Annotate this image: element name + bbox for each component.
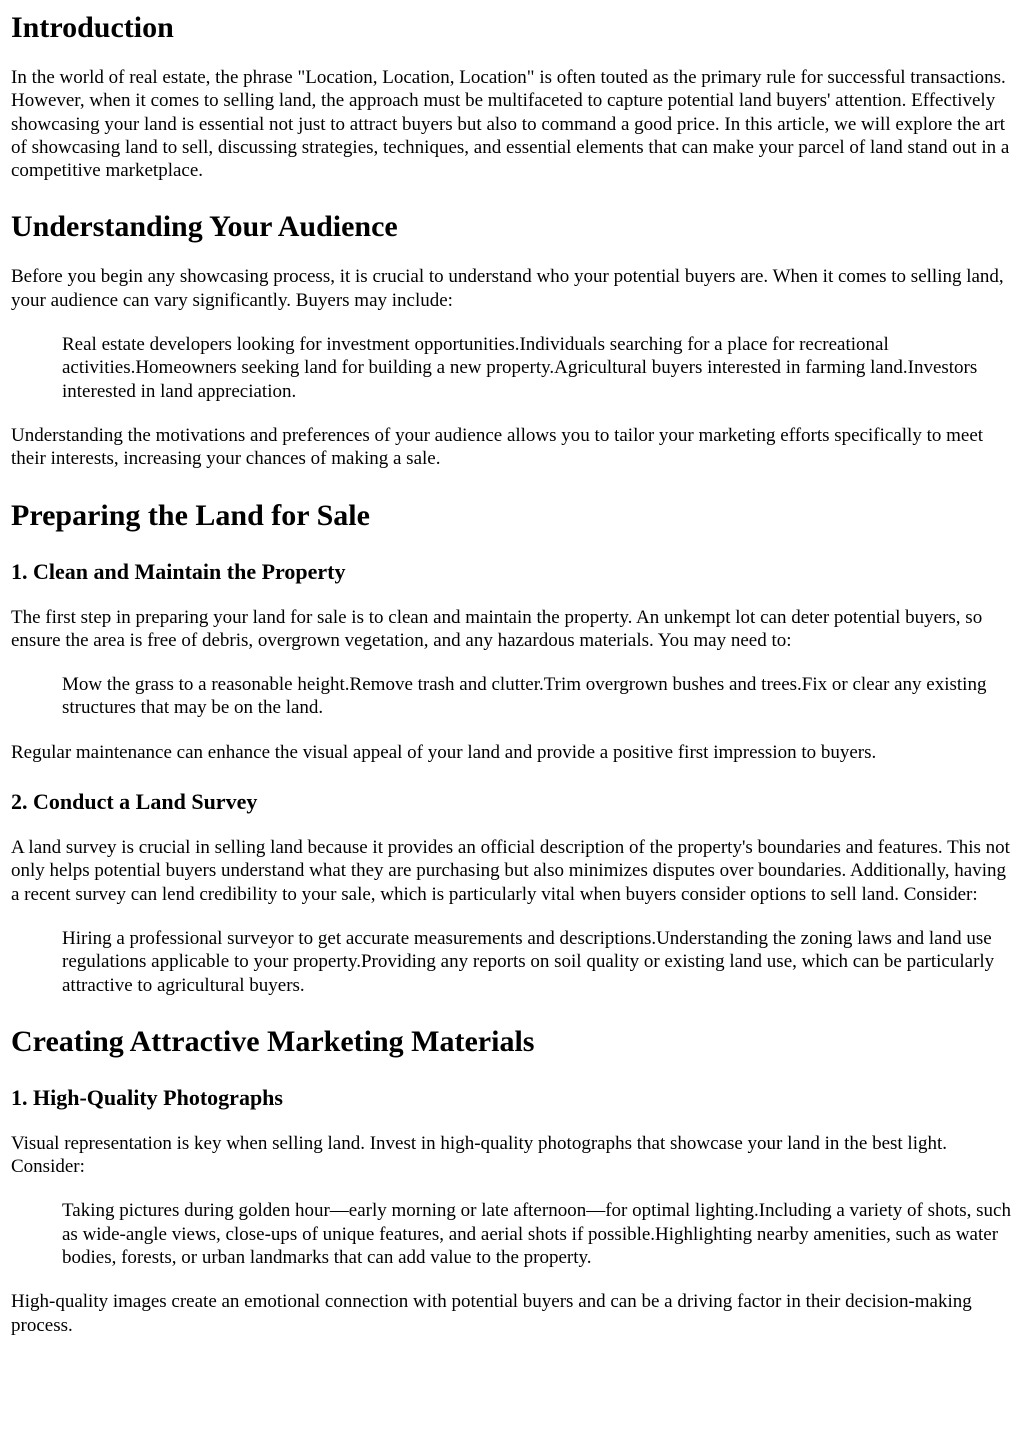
paragraph-audience-summary: Understanding the motivations and preferences of your audience allows you to tailor your marketing efforts specifically to meet their interests, increasing your chances of making a sale. [11,424,984,470]
heading-marketing-materials: Creating Attractive Marketing Materials [11,1024,535,1058]
paragraph-clean-summary: Regular maintenance can enhance the visual appeal of your land and provide a positive first impression to buyers. [11,741,877,763]
blockquote-clean-tasks: Mow the grass to a reasonable height.Remove trash and clutter.Trim overgrown bushes and trees.Fix or clear any existing structures that may be on the land. [62,674,987,719]
heading-introduction: Introduction [11,11,174,44]
heading-understanding-audience: Understanding Your Audience [11,210,398,244]
paragraph-photos-summary: High-quality images create an emotional connection with potential buyers and can be a driving factor in their decision-making process. [11,1291,972,1336]
blockquote-buyer-types: Real estate developers looking for investment opportunities.Individuals searching for a place for recreational activities.Homeowners seeking land for building a new property.Agricultural buyers interested in farming land.Investors interested in land appreciation. [62,334,978,402]
paragraph-clean-intro: The first step in preparing your land for sale is to clean and maintain the property. An unkempt lot can deter potential buyers, so ensure the area is free of debris, overgrown vegetation, and any hazardous materials. You may need to: [11,606,983,651]
blockquote-survey-considerations: Hiring a professional surveyor to get accurate measurements and descriptions.Understanding the zoning laws and land use regulations applicable to your property.Providing any reports on soil quality or existing land use, which can be particularly attractive to agricultural buyers. [62,927,995,996]
subheading-clean-maintain: 1. Clean and Maintain the Property [11,558,346,584]
blockquote-photo-tips: Taking pictures during golden hour—early morning or late afternoon—for optimal lighting.Including a variety of shots, such as wide-angle views, close-ups of unique features, and aerial shots if possible.Highlighting nearby amenities, such as water bodies, forests, or urban landmarks that can add value to the property. [62,1200,1011,1269]
paragraph-survey-intro: A land survey is crucial in selling land because it provides an official description of the property's boundaries and features. This not only helps potential buyers understand what they are purchasing but also minimizes disputes over boundaries. Additionally, having a recent survey can lend credibility to your sale, which is particularly vital when buyers consider options to sell land. Consider: [11,837,1010,905]
subheading-land-survey: 2. Conduct a Land Survey [11,789,258,815]
article [0,10,1024,1337]
subheading-photographs: 1. High-Quality Photographs [11,1084,283,1110]
heading-preparing-land: Preparing the Land for Sale [11,498,370,532]
paragraph-introduction: In the world of real estate, the phrase "Location, Location, Location" is often touted as the primary rule for successful transactions. However, when it comes to selling land, the approach must be multifaceted to capture potential land buyers' attention. Effectively showcasing your land is essential not just to attract buyers but also to command a good price. In this article, we will explore the art of showcasing land to sell, discussing strategies, techniques, and essential elements that can make your parcel of land stand out in a competitive marketplace. [11,67,1010,182]
paragraph-photos-intro: Visual representation is key when selling land. Invest in high-quality photographs that showcase your land in the best light. Consider: [11,1132,948,1178]
paragraph-audience-intro: Before you begin any showcasing process, it is crucial to understand who your potential buyers are. When it comes to selling land, your audience can vary significantly. Buyers may include: [11,266,1004,311]
